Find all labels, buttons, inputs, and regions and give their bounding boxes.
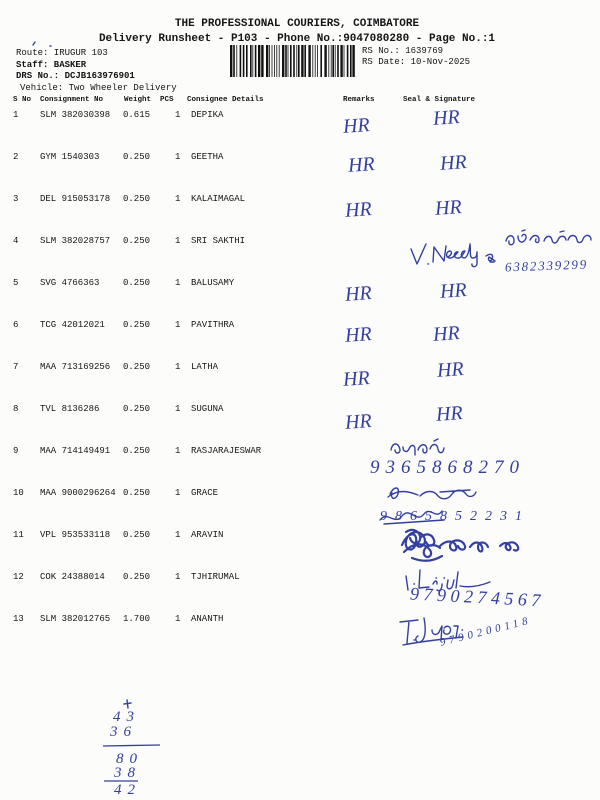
remarks-handwriting: HR bbox=[347, 153, 376, 177]
table-row bbox=[0, 110, 600, 122]
cell-weight: 0.250 bbox=[123, 236, 151, 246]
row13-phone: 9790200118 bbox=[438, 614, 533, 649]
barcode-bar bbox=[246, 45, 248, 77]
col-weight: Weight bbox=[124, 96, 152, 104]
barcode-bar bbox=[296, 45, 297, 77]
table-row bbox=[0, 152, 600, 164]
row9-phone: 9365868270 bbox=[370, 457, 525, 478]
cell-pcs: 1 bbox=[175, 236, 181, 246]
barcode-bar bbox=[308, 45, 310, 77]
seal-handwriting: HR bbox=[435, 402, 464, 426]
staff-label: Staff: BASKER bbox=[16, 60, 87, 70]
cell-weight: 1.700 bbox=[123, 614, 151, 624]
cell-sno: 10 bbox=[13, 488, 24, 498]
barcode-bar bbox=[236, 45, 237, 77]
table-row bbox=[0, 488, 600, 500]
barcode-bar bbox=[279, 45, 280, 77]
col-remarks: Remarks bbox=[343, 96, 375, 104]
cell-pcs: 1 bbox=[175, 614, 181, 624]
cell-consignee: GRACE bbox=[191, 488, 219, 498]
remarks-handwriting: HR bbox=[344, 198, 373, 222]
cell-weight: 0.250 bbox=[123, 446, 151, 456]
cell-consignment: SVG 4766363 bbox=[40, 278, 100, 288]
cell-consignee: DEPIKA bbox=[191, 110, 224, 120]
remarks-handwriting: HR bbox=[342, 367, 371, 391]
barcode-bar bbox=[290, 45, 292, 77]
cell-consignee: PAVITHRA bbox=[191, 320, 235, 330]
seal-handwriting: HR bbox=[436, 358, 465, 382]
cell-weight: 0.250 bbox=[123, 530, 151, 540]
cell-consignee: SUGUNA bbox=[191, 404, 224, 414]
barcode-bar bbox=[301, 45, 303, 77]
barcode-bar bbox=[230, 45, 232, 77]
barcode-bar bbox=[335, 45, 336, 77]
cell-consignment: SLM 382030398 bbox=[40, 110, 111, 120]
seal-handwriting: HR bbox=[439, 279, 468, 303]
barcode-bar bbox=[269, 45, 270, 77]
barcode-bar bbox=[285, 45, 287, 77]
cell-weight: 0.250 bbox=[123, 278, 151, 288]
barcode-bar bbox=[352, 45, 354, 77]
cell-consignee: BALUSAMY bbox=[191, 278, 235, 288]
cell-sno: 4 bbox=[13, 236, 19, 246]
cell-pcs: 1 bbox=[175, 362, 181, 372]
cell-consignment: MAA 714149491 bbox=[40, 446, 111, 456]
cell-weight: 0.250 bbox=[123, 404, 151, 414]
barcode-bar bbox=[274, 45, 275, 77]
rs-number: RS No.: 1639769 bbox=[362, 46, 444, 56]
cell-weight: 0.250 bbox=[123, 152, 151, 162]
runsheet-title: Delivery Runsheet - P103 - Phone No.:9047080280 - Page No.:1 bbox=[98, 33, 496, 45]
drs-number: DRS No.: DCJB163976901 bbox=[16, 71, 135, 81]
seal-handwriting: HR bbox=[432, 322, 461, 346]
cell-sno: 2 bbox=[13, 152, 19, 162]
table-row bbox=[0, 320, 600, 332]
col-seal: Seal & Signature bbox=[403, 96, 476, 104]
table-row bbox=[0, 362, 600, 374]
cell-pcs: 1 bbox=[175, 488, 181, 498]
tally-rule bbox=[103, 745, 160, 746]
cell-pcs: 1 bbox=[175, 404, 181, 414]
barcode-bar bbox=[252, 45, 253, 77]
barcode-bar bbox=[315, 45, 316, 77]
tally-value: 36 bbox=[110, 724, 137, 740]
seal-handwriting: HR bbox=[439, 151, 468, 175]
col-sno: S No bbox=[13, 96, 32, 104]
row4-phone: 6382339299 bbox=[504, 256, 589, 275]
tally-mark bbox=[124, 700, 131, 708]
cell-sno: 11 bbox=[13, 530, 24, 540]
cell-sno: 12 bbox=[13, 572, 24, 582]
barcode-bar bbox=[240, 45, 242, 77]
cell-pcs: 1 bbox=[175, 110, 181, 120]
barcode-bar bbox=[250, 45, 252, 77]
cell-pcs: 1 bbox=[175, 320, 181, 330]
cell-consignment: GYM 1540303 bbox=[40, 152, 100, 162]
row12-phone: 9790274567 bbox=[409, 583, 546, 611]
cell-consignee: KALAIMAGAL bbox=[191, 194, 246, 204]
vehicle-label: Vehicle: Two Wheeler Delivery bbox=[20, 83, 177, 93]
cell-consignment: MAA 713169256 bbox=[40, 362, 111, 372]
tally-value: 43 bbox=[113, 709, 140, 725]
cell-weight: 0.250 bbox=[123, 572, 151, 582]
barcode-bar bbox=[324, 45, 326, 77]
row10-phone: 9865852231 bbox=[380, 509, 530, 524]
cell-consignment: DEL 915053178 bbox=[40, 194, 111, 204]
tally-value: 80 bbox=[116, 751, 143, 767]
rs-date: RS Date: 10-Nov-2025 bbox=[362, 57, 471, 67]
barcode-bar bbox=[255, 45, 257, 77]
route-label: Route: IRUGUR 103 bbox=[16, 48, 108, 58]
table-row bbox=[0, 278, 600, 290]
barcode-bar bbox=[347, 45, 349, 77]
col-pcs: PCS bbox=[160, 96, 174, 104]
remarks-handwriting: HR bbox=[344, 323, 373, 347]
cell-sno: 1 bbox=[13, 110, 19, 120]
barcode-bar bbox=[344, 45, 345, 77]
remarks-handwriting: HR bbox=[344, 410, 373, 434]
cell-consignment: SLM 382028757 bbox=[40, 236, 111, 246]
cell-consignment: MAA 9000296264 bbox=[40, 488, 116, 498]
barcode-bar bbox=[340, 45, 342, 77]
barcode-bar bbox=[350, 45, 352, 77]
cell-consignment: TVL 8136286 bbox=[40, 404, 100, 414]
cell-consignee: TJHIRUMAL bbox=[191, 572, 240, 582]
cell-sno: 3 bbox=[13, 194, 19, 204]
table-row bbox=[0, 572, 600, 584]
cell-consignee: LATHA bbox=[191, 362, 219, 372]
barcode-bar bbox=[266, 45, 268, 77]
cell-consignee: ARAVIN bbox=[191, 530, 224, 540]
cell-consignee: GEETHA bbox=[191, 152, 224, 162]
col-consignee: Consignee Details bbox=[187, 96, 264, 104]
barcode-bar bbox=[293, 45, 295, 77]
barcode-bar bbox=[288, 45, 289, 77]
cell-sno: 8 bbox=[13, 404, 19, 414]
cell-consignee: SRI SAKTHI bbox=[191, 236, 246, 246]
cell-pcs: 1 bbox=[175, 194, 181, 204]
cell-weight: 0.250 bbox=[123, 488, 151, 498]
table-row bbox=[0, 530, 600, 542]
barcode-bar bbox=[258, 45, 260, 77]
table-row bbox=[0, 236, 600, 248]
barcode-bar bbox=[328, 45, 329, 77]
table-row bbox=[0, 404, 600, 416]
remarks-handwriting: HR bbox=[344, 282, 373, 306]
table-row bbox=[0, 194, 600, 206]
cell-pcs: 1 bbox=[175, 530, 181, 540]
cell-weight: 0.250 bbox=[123, 362, 151, 372]
cell-weight: 0.250 bbox=[123, 194, 151, 204]
cell-pcs: 1 bbox=[175, 152, 181, 162]
cell-sno: 6 bbox=[13, 320, 19, 330]
cell-pcs: 1 bbox=[175, 572, 181, 582]
barcode-bar bbox=[261, 45, 263, 77]
seal-handwriting: HR bbox=[434, 196, 463, 220]
cell-consignee: ANANTH bbox=[191, 614, 224, 624]
barcode-bar bbox=[331, 45, 332, 77]
cell-sno: 13 bbox=[13, 614, 24, 624]
remarks-handwriting: HR bbox=[342, 114, 371, 138]
cell-sno: 5 bbox=[13, 278, 19, 288]
tally-value: 42 bbox=[114, 782, 141, 798]
tally-value: 38 bbox=[114, 765, 141, 781]
col-consignment: Consignment No bbox=[40, 96, 104, 104]
cell-consignment: COK 24388014 bbox=[40, 572, 105, 582]
barcode-bar bbox=[243, 45, 245, 77]
barcode-bar bbox=[317, 45, 318, 77]
company-name: THE PROFESSIONAL COURIERS, COIMBATORE bbox=[174, 18, 420, 30]
barcode-bar bbox=[276, 45, 277, 77]
barcode-bar bbox=[320, 45, 322, 77]
barcode-bar bbox=[282, 45, 284, 77]
barcode bbox=[230, 45, 356, 77]
barcode-bar bbox=[332, 45, 334, 77]
cell-pcs: 1 bbox=[175, 278, 181, 288]
cell-consignee: RASJARAJESWAR bbox=[191, 446, 262, 456]
cell-consignment: SLM 382012765 bbox=[40, 614, 111, 624]
barcode-bar bbox=[233, 45, 235, 77]
cell-sno: 7 bbox=[13, 362, 19, 372]
cell-consignment: VPL 953533118 bbox=[40, 530, 111, 540]
barcode-bar bbox=[304, 45, 306, 77]
cell-sno: 9 bbox=[13, 446, 19, 456]
cell-pcs: 1 bbox=[175, 446, 181, 456]
seal-handwriting: HR bbox=[432, 106, 461, 130]
barcode-bar bbox=[337, 45, 339, 77]
cell-weight: 0.250 bbox=[123, 320, 151, 330]
barcode-bar bbox=[312, 45, 313, 77]
cell-consignment: TCG 42012021 bbox=[40, 320, 105, 330]
barcode-bar bbox=[298, 45, 300, 77]
cell-weight: 0.615 bbox=[123, 110, 151, 120]
barcode-bar bbox=[272, 45, 273, 77]
